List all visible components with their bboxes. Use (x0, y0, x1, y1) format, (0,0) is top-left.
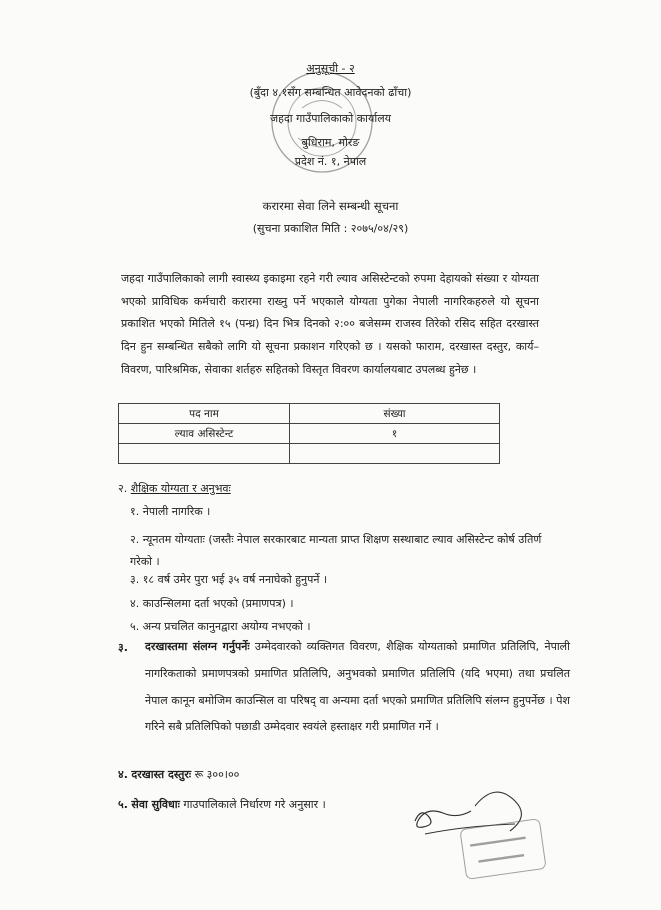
section2-item: ३. १८ वर्ष उमेर पुरा भई ३५ वर्ष ननाघेको हुनुपर्ने । (130, 573, 328, 586)
signature-stamp-icon (405, 786, 550, 886)
section5-number: ५. (118, 798, 128, 811)
section4-value: रू ३००।०० (194, 768, 240, 781)
section2-item: ४. काउन्सिलमा दर्ता भएको (प्रमाणपत्र) । (130, 597, 294, 610)
table-cell-count: १ (290, 424, 500, 444)
section4-line (118, 768, 239, 782)
section2-item: १. नेपाली नागरिक । (130, 505, 211, 518)
vacancy-table (118, 403, 500, 464)
section5-value: गाउपालिकाले निर्धारण गरे अनुसार । (183, 798, 326, 811)
table-cell-count (290, 444, 500, 464)
table-header-count: संख्या (290, 404, 500, 424)
section3-body (145, 634, 570, 741)
table-header-row (119, 404, 500, 424)
table-cell-post: ल्याव असिस्टेन्ट (119, 424, 290, 444)
section2-item: ५. अन्य प्रचलित कानुनद्वारा अयोग्य नभएको । (130, 620, 311, 633)
office-province: प्रदेश नं. १, नेपाल (294, 155, 367, 168)
table-row (119, 424, 500, 444)
annex-heading: अनुसूची - २ (306, 62, 355, 75)
section4-title: दरखास्त दस्तुरः (131, 768, 192, 781)
notice-date: (सुचना प्रकाशित मिति : २०७५/०४/२९) (252, 222, 409, 235)
section3-title: दरखास्तमा संलग्न गर्नुपर्नेः (145, 640, 250, 653)
section2-heading (118, 482, 231, 496)
section2-item: २. न्यूनतम योग्यताः (जस्तैः नेपाल सरकारबाट मान्यता प्राप्त शिक्षण सस्थाबाट ल्याव असिस्टेन्ट कोर्ष उतिर्ण गरेको । (130, 533, 542, 568)
table-header-post: पद नाम (119, 404, 290, 424)
notice-title: करारमा सेवा लिने सम्बन्धी सूचना (262, 199, 399, 213)
section2-title: शैक्षिक योग्यता र अनुभवः (130, 482, 231, 495)
annex-note: (बुँदा ४.१सँग सम्बन्धित आवेदनको ढाँचा) (249, 86, 412, 99)
intro-paragraph: जहदा गाउँपालिकाको लागी स्वास्थ्य इकाइमा रहने गरी ल्याव असिस्टेन्टको रुपमा देहायको संख्या र योग्यता भएको प्राविधिक कर्मचारी करारमा राख्नु पर्ने भएकाले योग्यता पुगेका नेपाली नागरिकहरुले यो सूचना प्रकाशित भएको मितिले १५ (पन्ध्र) दिन भित्र दिनको २:०० बजेसम्म राजस्व तिरेको रसिद सहित दरखास्त दिन हुन सम्बन्धित सबैको लागि यो सूचना प्रकाशन गरिएको छ । यसको फाराम, दरखास्त दस्तुर, कार्य– विवरण, पारिश्रमिक, सेवाका शर्तहरु सहितको विस्तृत विवरण कार्यालयबाट उपलब्ध हुनेछ । (121, 272, 539, 376)
office-district: बुधिराम, मोरङ (301, 136, 360, 149)
office-name: जहदा गाउँपालिकाको कार्यालय (269, 112, 392, 125)
table-row (119, 444, 500, 464)
section2-number: २. (118, 482, 128, 495)
section5-title: सेवा सुविधाः (131, 798, 180, 811)
section3-heading (118, 641, 128, 655)
section3-text: उम्मेदवारको व्यक्तिगत विवरण, शैक्षिक योग्यताको प्रमाणित प्रतिलिपि, नेपाली नागरिकताको प्रमाणपत्रको प्रमाणित प्रतिलिपि, अनुभवको प्रमाणित प्रतिलिपि (यदि भएमा) तथा प्रचलित नेपाल कानून बमोजिम काउन्सिल वा परिषद् वा अन्यमा दर्ता भएको प्रमाणित प्रतिलिपि संलग्न हुनुपर्नेछ । पेश गरिने सबै प्रतिलिपिको पछाडी उम्मेदवार स्वयंले हस्ताक्षर गरी प्रमाणित गर्ने । (145, 640, 570, 734)
section4-number: ४. (118, 768, 128, 781)
section3-number: ३. (118, 641, 128, 654)
table-cell-post (119, 444, 290, 464)
section5-line (118, 798, 326, 812)
